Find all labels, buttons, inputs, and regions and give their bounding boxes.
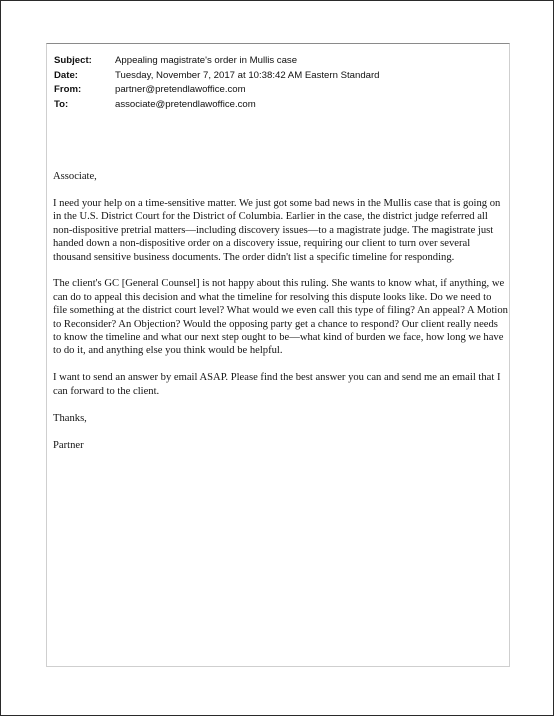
date-label: Date:	[54, 69, 78, 81]
date-row	[54, 69, 504, 84]
body-paragraph-2: The client's GC [General Counsel] is not happy about this ruling. She wants to know what, if anything, we can do to appeal this decision and what the timeline for resolving this dispute looks like. Do we need to file something at the district court level? What would we even call this type of filing? An appeal? A Motion to Reconsider? An Objection? Would the opposing party get a chance to respond? Our client really needs to know the timeline and what our next step ought to be—what kind of burden we face, how long we have to do it, and anything else you think would be helpful.	[53, 278, 508, 357]
from-value: partner@pretendlawoffice.com	[115, 84, 246, 95]
subject-value: Appealing magistrate's order in Mullis case	[115, 55, 298, 66]
to-row	[54, 98, 504, 113]
body-paragraph-3: I want to send an answer by email ASAP. Please find the best answer you can and send me an email that I can forward to the client.	[53, 372, 501, 397]
email-header	[54, 54, 504, 112]
from-row	[54, 83, 504, 98]
subject-row	[54, 54, 504, 69]
to-value: associate@pretendlawoffice.com	[115, 98, 256, 110]
from-label: From:	[54, 84, 82, 95]
greeting: Associate,	[53, 171, 97, 182]
email-body	[53, 170, 508, 466]
subject-label: Subject:	[54, 55, 92, 66]
email-document	[46, 43, 510, 667]
signature: Partner	[53, 439, 84, 451]
closing: Thanks,	[53, 412, 87, 424]
date-value: Tuesday, November 7, 2017 at 10:38:42 AM Eastern Standard	[115, 69, 380, 81]
to-label: To:	[54, 98, 69, 110]
body-paragraph-1: I need your help on a time-sensitive matter. We just got some bad news in the Mullis case that is going on in the U.S. District Court for the District of Columbia. Earlier in the case, the district judge referred all non-dispositive pretrial matters—including discovery issues—to a magistrate judge. The magistrate just handed down a non-dispositive order on a discovery issue, requiring our client to turn over several thousand sensitive business documents. The order didn't list a specific timeline for responding.	[53, 197, 501, 263]
